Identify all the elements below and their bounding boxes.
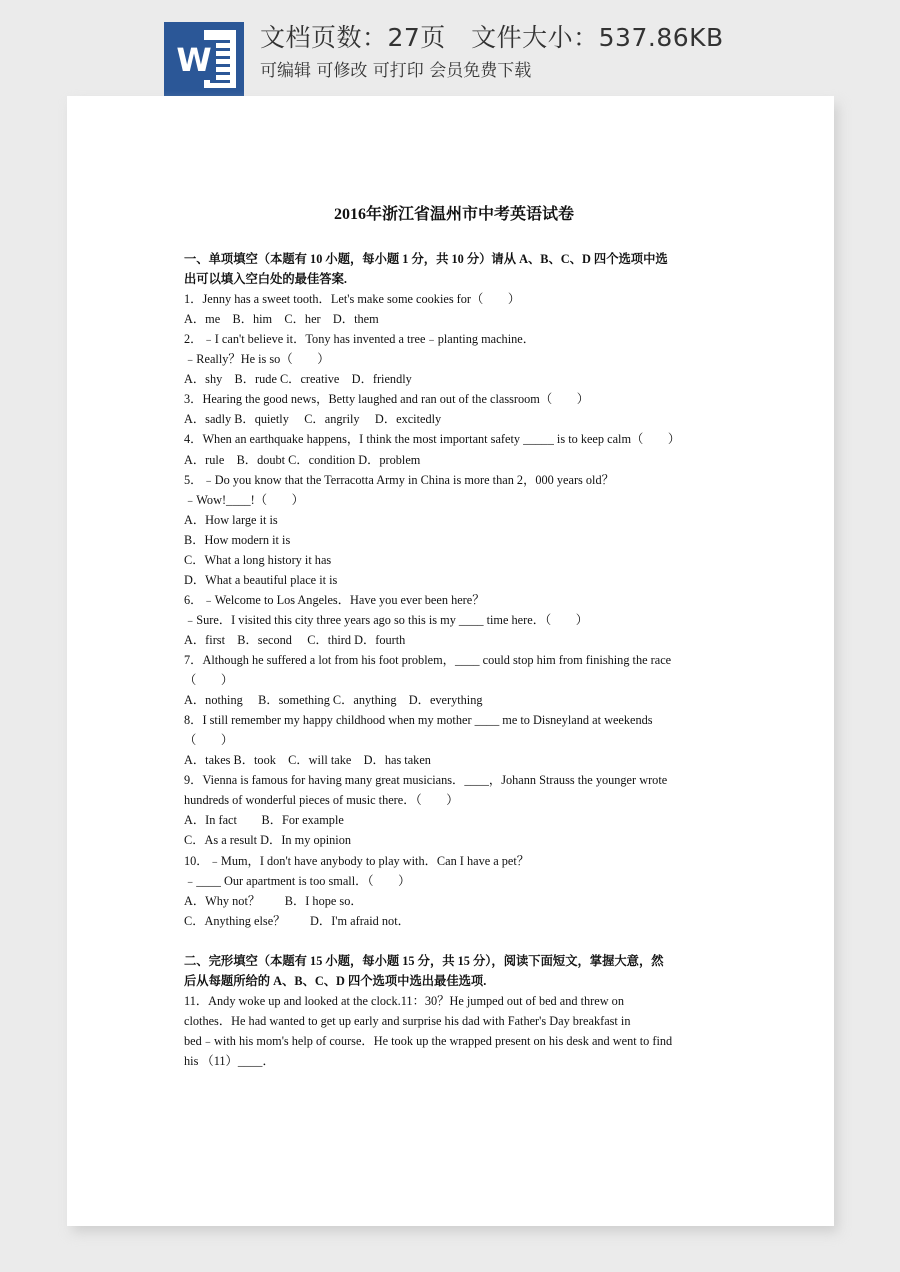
question-line: A．rule B．doubt C．condition D．problem (184, 452, 421, 467)
question-line: clothes．He had wanted to get up early and surprise his dad with Father's Day breakfast in (184, 1013, 631, 1028)
question-line: B．How modern it is (184, 532, 291, 547)
section-heading-line: 二、完形填空（本题有 15 小题，每小题 15 分，共 15 分），阅读下面短文，掌握大意，然 (184, 953, 664, 968)
question-line: 5．﹣Do you know that the Terracotta Army in China is more than 2，000 years old？ (184, 472, 614, 487)
question-line: A．takes B．took C．will take D．has taken (184, 753, 431, 768)
question-line: A．sadly B．quietly C．angrily D．excitedly (184, 412, 442, 427)
question-line: 9．Vienna is famous for having many great musicians．____，Johann Strauss the younger wrote (184, 773, 668, 788)
question-line: ﹣Wow!____!（ ） (184, 492, 304, 507)
word-document-icon (164, 22, 244, 96)
question-line: A．Why not？ B．I hope so． (184, 893, 363, 908)
question-line: A．In fact B．For example (184, 813, 344, 828)
question-line: C．Anything else？ D．I'm afraid not． (184, 913, 410, 928)
question-line: 8．I still remember my happy childhood when my mother ____ me to Disneyland at weekends (184, 713, 653, 728)
question-line: ﹣____ Our apartment is too small．（ ） (184, 873, 411, 888)
question-line: hundreds of wonderful pieces of music there．（ ） (184, 793, 459, 808)
question-line: C．What a long history it has (184, 552, 332, 567)
question-line: 7．Although he suffered a lot from his foot problem，____ could stop him from finishing the race (184, 653, 672, 667)
question-line: 2．﹣I can't believe it．Tony has invented a tree﹣planting machine． (184, 332, 536, 347)
question-line: （ ） (184, 673, 234, 688)
download-banner (0, 0, 900, 100)
doc-meta-pages-size: 文档页数：27页 文件大小：537.86KB (260, 23, 724, 52)
document-title: 2016年浙江省温州市中考英语试卷 (333, 206, 574, 223)
section-heading-line: 出可以填入空白处的最佳答案. (184, 272, 347, 287)
question-line: 10．﹣Mum，I don't have anybody to play with．Can I have a pet？ (184, 853, 530, 868)
section-heading-line: 后从每题所给的 A、B、C、D 四个选项中选出最佳选项. (184, 973, 487, 988)
doc-meta-features: 可编辑 可修改 可打印 会员免费下载 (260, 61, 532, 81)
question-line: A．me B．him C．her D．them (184, 312, 379, 327)
document-page (67, 96, 834, 1226)
question-line: 6．﹣Welcome to Los Angeles．Have you ever been here？ (184, 592, 485, 607)
question-line: 3．Hearing the good news，Betty laughed and ran out of the classroom（ ） (184, 392, 590, 407)
question-line: ﹣Sure．I visited this city three years ago so this is my ____ time here．（ ） (184, 612, 589, 627)
question-line: ﹣Really？He is so（ ） (184, 352, 330, 367)
question-line: 1．Jenny has a sweet tooth．Let's make some cookies for（ ） (184, 292, 521, 307)
section-heading-line: 一、单项填空（本题有 10 小题，每小题 1 分，共 10 分）请从 A、B、C、D 四个选项中选 (184, 252, 668, 266)
question-line: A．shy B．rude C．creative D．friendly (184, 372, 412, 387)
question-line: （ ） (184, 733, 234, 748)
question-line: A．first B．second C．third D．fourth (184, 632, 406, 647)
question-line: A．How large it is (184, 512, 278, 527)
question-line: C．As a result D．In my opinion (184, 833, 352, 848)
word-letter-icon: W (172, 40, 216, 80)
question-line: his （11）____． (184, 1053, 275, 1068)
question-line: D．What a beautiful place it is (184, 572, 338, 587)
question-line: 11．Andy woke up and looked at the clock.11：30？He jumped out of bed and threw on (184, 993, 624, 1008)
question-line: A．nothing B．something C．anything D．everything (184, 693, 483, 708)
question-line: 4．When an earthquake happens，I think the most important safety _____ is to keep calm（ ） (184, 432, 681, 447)
question-line: bed﹣with his mom's help of course．He took up the wrapped present on his desk and went to find (184, 1033, 673, 1048)
